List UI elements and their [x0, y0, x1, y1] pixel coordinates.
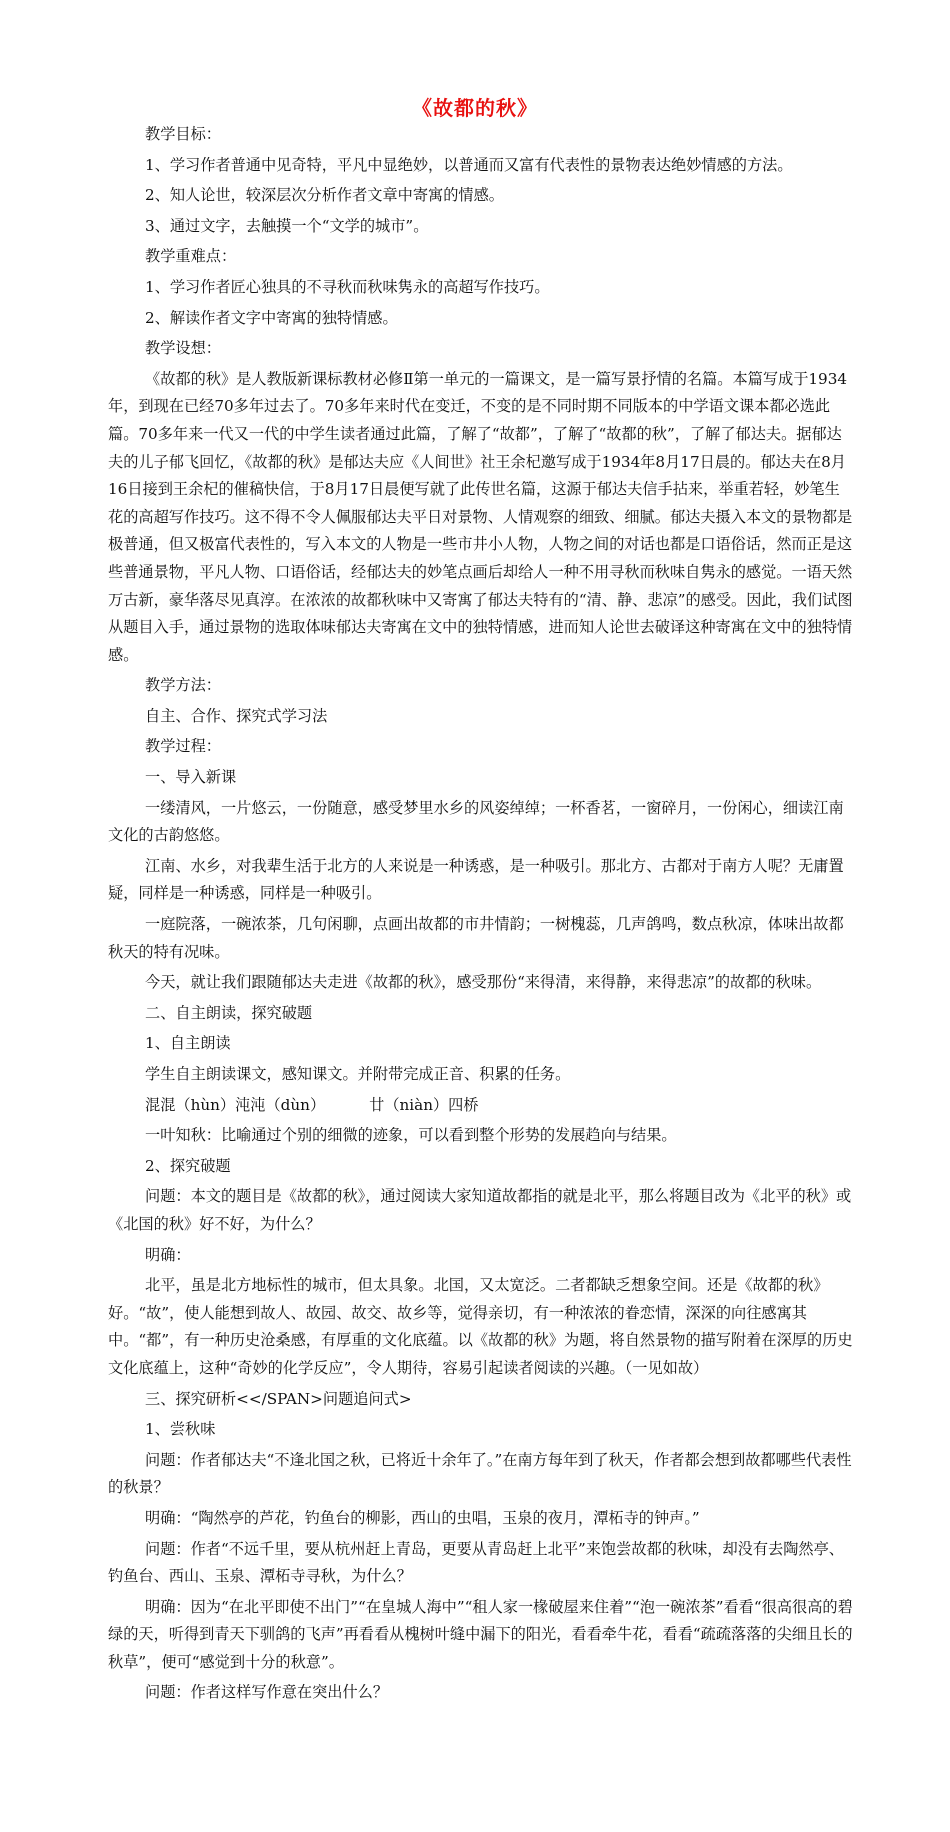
answer-autumn-scenes: 明确：“陶然亭的芦花，钓鱼台的柳影，西山的虫唱，玉泉的夜月，潭柘寺的钟声。”	[145, 1508, 700, 1527]
answer-label: 明确：	[145, 1245, 191, 1264]
design-paragraph: 《故都的秋》是人教版新课标教材必修Ⅱ第一单元的一篇课文，是一篇写景抒情的名篇。本篇写成于1934年，到现在已经70多年过去了。70多年来时代在变迁，不变的是不同时期不同版本的中学语文课本都必选此篇。70多年来一代又一代的中学生读者通过此篇，了解了“故都”，了解了“故都的秋”，了解了郁达夫。据郁达夫的儿子郁飞回忆，《故都的秋》是郁达夫应《人间世》社王余杞邀写成于1934年8月17日晨的。郁达夫在8月16日接到王余杞的催稿快信，于8月17日晨便写就了此传世名篇，这源于郁达夫信手拈来，举重若轻，妙笔生花的高超写作技巧。这不得不令人佩服郁达夫平日对景物、人情观察的细致、细腻。郁达夫摄入本文的景物都是极普通，但又极富代表性的，写入本文的人物是一些市井小人物，人物之间的对话也都是口语俗话，然而正是这些普通景物，平凡人物、口语俗话，经郁达夫的妙笔点画后却给人一种不用寻秋而秋味自隽永的感觉。一语天然万古新，豪华落尽见真淳。在浓浓的故都秋味中又寄寓了郁达夫特有的“清、静、悲凉”的感受。因此，我们试图从题目入手，通过景物的选取体味郁达夫寄寓在文中的独特情感，进而知人论世去破译这种寄寓在文中的独特情感。	[108, 369, 853, 664]
heading-methods: 教学方法：	[145, 676, 221, 695]
reading-task: 学生自主朗读课文，感知课文。并附带完成正音、积累的任务。	[145, 1065, 571, 1083]
document-body	[108, 121, 853, 1710]
key-point-2: 2、解读作者文字中寄寓的独特情感。	[145, 308, 398, 327]
section-3-heading: 三、探究研析<</SPAN>问题追问式>	[145, 1389, 412, 1408]
question-purpose: 问题：作者这样写作意在突出什么？	[145, 1683, 388, 1702]
question-autumn-scenes: 问题：作者郁达夫“不逢北国之秋，已将近十余年了。”在南方每年到了秋天，作者都会想到故都哪些代表性的秋景？	[108, 1450, 852, 1497]
question-title: 问题：本文的题目是《故都的秋》，通过阅读大家知道故都指的就是北平，那么将题目改为《北平的秋》或《北国的秋》好不好，为什么？	[108, 1187, 852, 1233]
heading-process: 教学过程：	[145, 737, 221, 756]
question-why-not-visit: 问题：作者“不远千里，要从杭州赶上青岛，更要从青岛赶上北平”来饱尝故都的秋味，却没有去陶然亭、钓鱼台、西山、玉泉、潭柘寺寻秋，为什么？	[108, 1539, 844, 1586]
intro-paragraph-3: 一庭院落，一碗浓茶，几句闲聊，点画出故都的市井情韵；一树槐蕊，几声鸽鸣，数点秋凉，体味出故都秋天的特有况味。	[108, 915, 844, 961]
objective-3: 3、通过文字，去触摸一个“文学的城市”。	[145, 216, 429, 235]
methods-text: 自主、合作、探究式学习法	[145, 706, 328, 725]
intro-paragraph-2: 江南、水乡，对我辈生活于北方的人来说是一种诱惑，是一种吸引。那北方、古都对于南方人呢？无庸置疑，同样是一种诱惑，同样是一种吸引。	[108, 856, 844, 903]
section-2-heading: 二、自主朗读，探究破题	[145, 1003, 313, 1022]
subsection-2-2: 2、探究破题	[145, 1156, 231, 1175]
heading-key-points: 教学重难点：	[145, 247, 237, 266]
answer-title: 北平，虽是北方地标性的城市，但太具象。北国，又太宽泛。二者都缺乏想象空间。还是《故都的秋》好。“故”，使人能想到故人、故园、故交、故乡等，觉得亲切，有一种浓浓的眷恋情，深深的向往感寓其中。“都”，有一种历史沧桑感，有厚重的文化底蕴。以《故都的秋》为题，将自然景物的描写附着在深厚的历史文化底蕴上，这种“奇妙的化学反应”，令人期待，容易引起读者阅读的兴趣。（一见如故）	[108, 1276, 853, 1377]
answer-why-not-visit: 明确：因为“在北平即使不出门”“在皇城人海中”“租人家一椽破屋来住着”“泡一碗浓茶”看看“很高很高的碧绿的天，听得到青天下驯鸽的飞声”再看看从槐树叶缝中漏下的阳光，看看牵牛花，看看“疏疏落落的尖细且长的秋草”，便可“感觉到十分的秋意”。	[108, 1597, 853, 1671]
heading-objectives: 教学目标：	[145, 125, 221, 143]
idiom-explanation: 一叶知秋：比喻通过个别的细微的迹象，可以看到整个形势的发展趋向与结果。	[145, 1126, 677, 1145]
objective-2: 2、知人论世，较深层次分析作者文章中寄寓的情感。	[145, 186, 504, 205]
objective-1: 1、学习作者普通中见奇特，平凡中显绝妙，以普通而又富有代表性的景物表达绝妙情感的方法。	[145, 155, 793, 174]
subsection-2-1: 1、自主朗读	[145, 1034, 231, 1053]
pronunciation-second: 廿（niàn）四桥	[369, 1095, 479, 1114]
subsection-3-1: 1、尝秋味	[145, 1420, 216, 1439]
pronunciation-first: 混混（hùn）沌沌（dùn）	[145, 1095, 326, 1114]
document-title: 《故都的秋》	[412, 96, 538, 120]
pronunciation-line	[145, 1092, 853, 1120]
intro-paragraph-4: 今天，就让我们跟随郁达夫走进《故都的秋》，感受那份“来得清，来得静，来得悲凉”的故都的秋味。	[145, 973, 822, 992]
intro-paragraph-1: 一缕清风，一片悠云，一份随意，感受梦里水乡的风姿绰绰；一杯香茗，一窗碎月，一份闲心，细读江南文化的古韵悠悠。	[108, 798, 844, 845]
key-point-1: 1、学习作者匠心独具的不寻秋而秋味隽永的高超写作技巧。	[145, 277, 550, 296]
heading-design: 教学设想：	[145, 339, 221, 358]
section-1-heading: 一、导入新课	[145, 768, 237, 787]
